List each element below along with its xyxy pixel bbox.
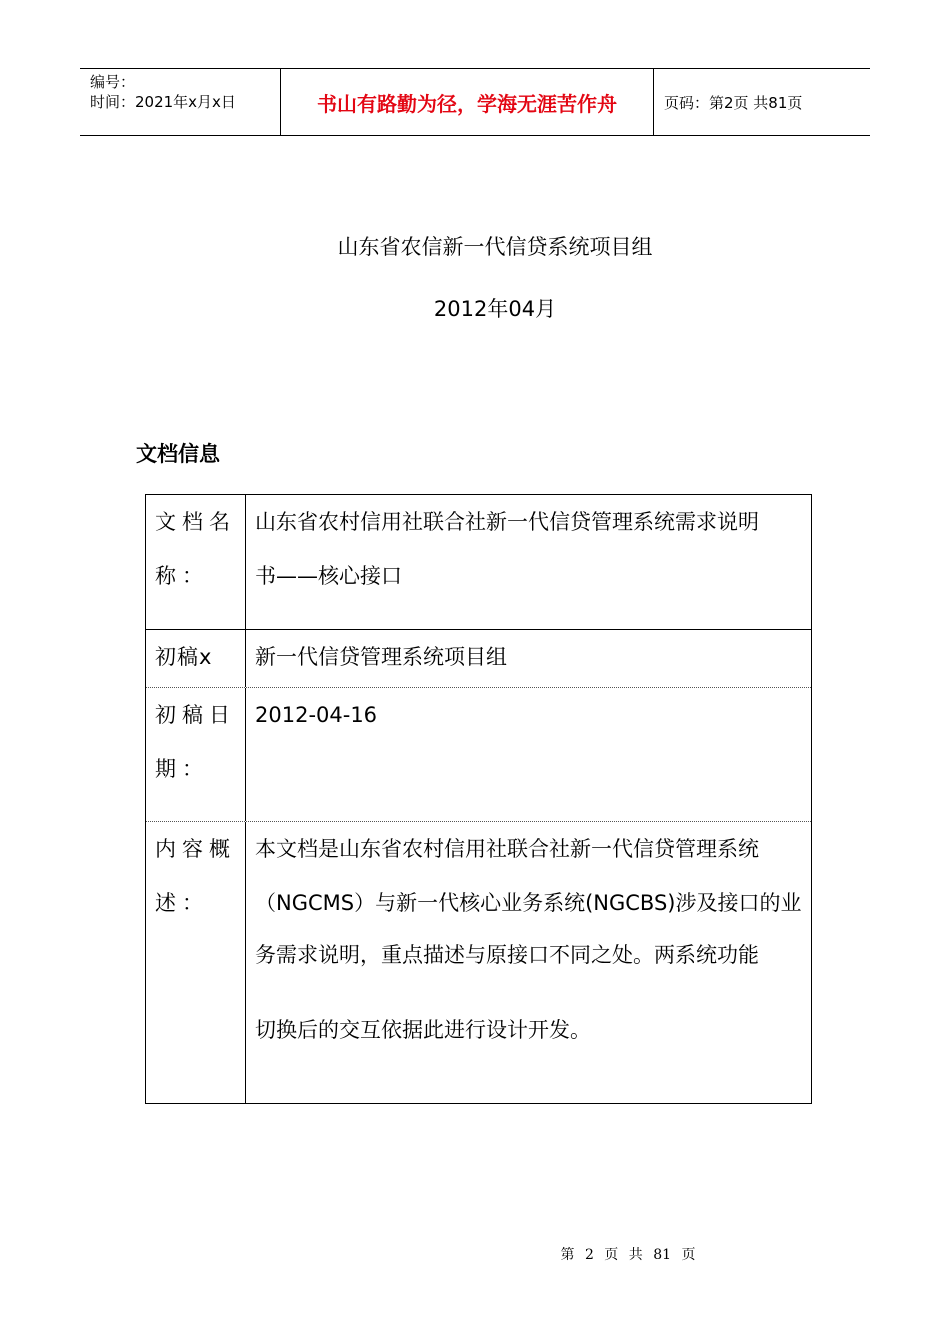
- header-page-label: 页码：第2页 共81页: [664, 93, 803, 112]
- row-value: [246, 688, 811, 821]
- row-value-line: 切换后的交互依据此进行设计开发。: [255, 1018, 591, 1042]
- page-footer: 第 2 页 共 81 页: [560, 1247, 696, 1263]
- row-key-line: 初稿x: [155, 645, 213, 669]
- row-value: [246, 495, 811, 629]
- row-key: [146, 495, 246, 629]
- number-label: 编号：: [90, 73, 136, 91]
- page-header: [80, 68, 870, 136]
- header-motto: 书山有路勤为径，学海无涯苦作舟: [281, 69, 654, 135]
- row-value: [246, 822, 811, 1103]
- row-key-line: 称：: [155, 564, 209, 588]
- row-key: [146, 822, 246, 1103]
- table-row: [146, 495, 811, 629]
- header-meta: [80, 69, 281, 135]
- row-key-line: 内容概: [155, 837, 236, 861]
- row-value-line: （NGCMS）与新一代核心业务系统(NGCBS)涉及接口的业: [255, 891, 802, 915]
- row-key-line: 初稿日: [155, 703, 236, 727]
- row-key-line: 期：: [155, 757, 209, 781]
- table-row: [146, 629, 811, 687]
- row-value-line: 务需求说明，重点描述与原接口不同之处。两系统功能: [255, 943, 759, 967]
- row-value-line: 本文档是山东省农村信用社联合社新一代信贷管理系统: [255, 837, 759, 861]
- doc-date: 2012年04月: [433, 297, 557, 321]
- row-value-line: 书——核心接口: [255, 564, 402, 588]
- row-value-line: 山东省农村信用社联合社新一代信贷管理系统需求说明: [255, 510, 759, 534]
- row-value-line: 2012-04-16: [255, 703, 378, 727]
- section-title: 文档信息: [136, 442, 220, 466]
- row-value-line: 新一代信贷管理系统项目组: [255, 645, 507, 669]
- row-key-line: 述：: [155, 891, 209, 915]
- org-name: 山东省农信新一代信贷系统项目组: [337, 235, 653, 259]
- row-key: [146, 688, 246, 821]
- info-table: [145, 494, 812, 1104]
- time-label: 时间：2021年x月x日: [90, 93, 236, 111]
- table-row: [146, 821, 811, 1103]
- row-key-line: 文档名: [155, 510, 236, 534]
- table-row: [146, 687, 811, 821]
- row-value: [246, 630, 811, 687]
- row-key: [146, 630, 246, 687]
